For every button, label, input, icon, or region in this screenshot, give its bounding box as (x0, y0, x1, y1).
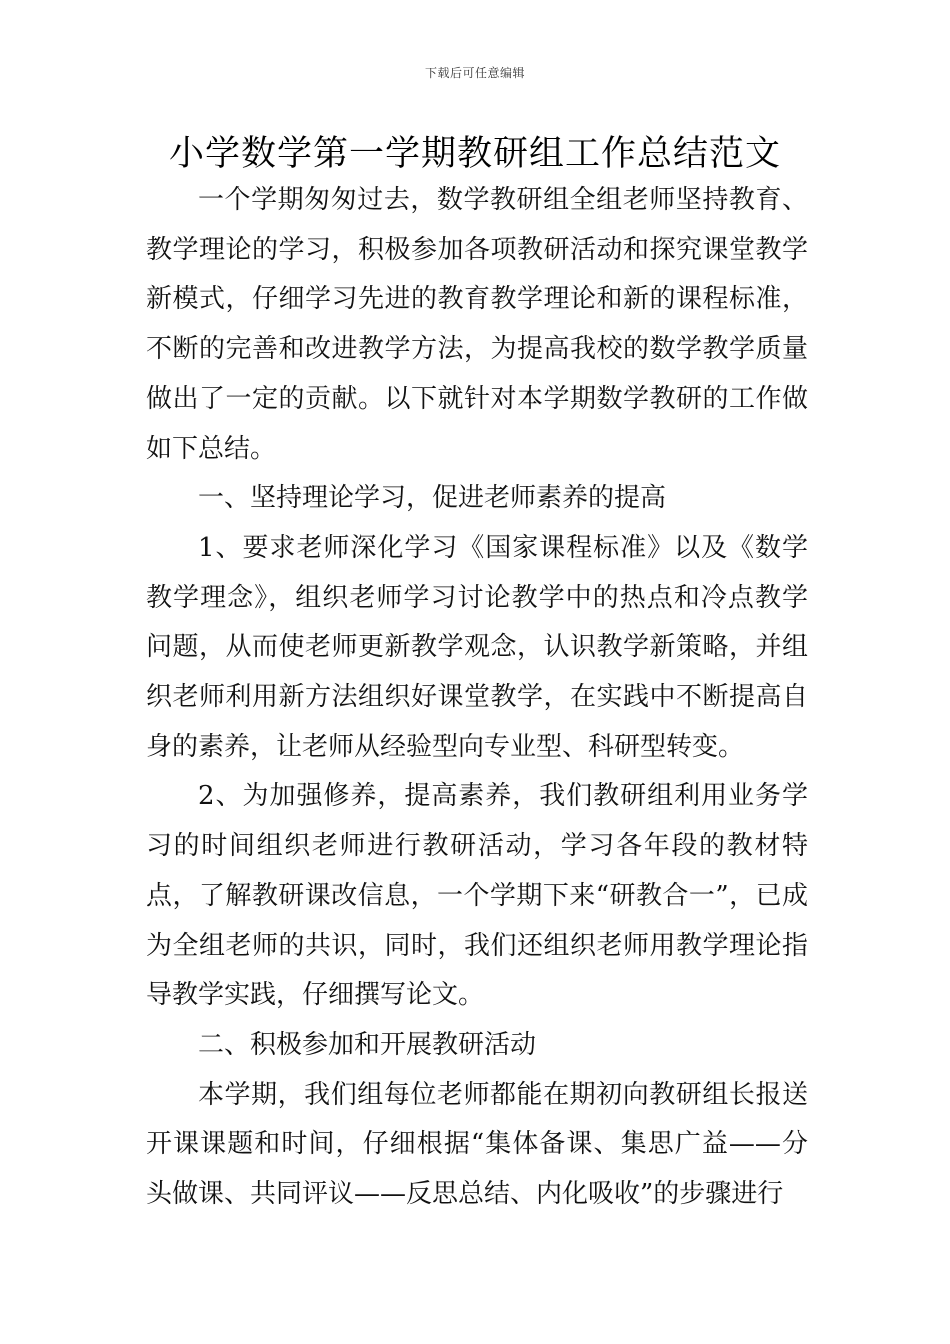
paragraph-item-1: 1、要求老师深化学习《国家课程标准》以及《数学教学理念》，组织老师学习讨论教学中的热点和冷点教学问题，从而使老师更新教学观念，认识教学新策略，并组织老师利用新方法组织好课堂教学，在实践中不断提高自身的素养，让老师从经验型向专业型、科研型转变。 (146, 532, 808, 762)
intro-paragraph: 一个学期匆匆过去，数学教研组全组老师坚持教育、教学理论的学习，积极参加各项教研活动和探究课堂教学新模式，仔细学习先进的教育教学理论和新的课程标准，不断的完善和改进教学方法，为提高我校的数学教学质量做出了一定的贡献。以下就针对本学期数学教研的工作做如下总结。 (146, 185, 808, 464)
page-header: 下载后可任意编辑 (424, 66, 525, 80)
document-body (146, 176, 808, 1220)
section-heading-1: 一、坚持理论学习，促进老师素养的提高 (198, 483, 667, 514)
section-2-paragraph: 本学期，我们组每位老师都能在期初向教研组长报送开课课题和时间，仔细根据“集体备课、集思广益——分头做课、共同评议——反思总结、内化吸收”的步骤进行 (146, 1079, 808, 1210)
paragraph-item-2: 2、为加强修养，提高素养，我们教研组利用业务学习的时间组织老师进行教研活动，学习各年段的教材特点，了解教研课改信息，一个学期下来“研教合一”，已成为全组老师的共识，同时，我们还组织老师用教学理论指导教学实践，仔细撰写论文。 (146, 781, 808, 1011)
section-heading-2: 二、积极参加和开展教研活动 (198, 1029, 537, 1060)
document-title: 小学数学第一学期教研组工作总结范文 (168, 134, 781, 174)
